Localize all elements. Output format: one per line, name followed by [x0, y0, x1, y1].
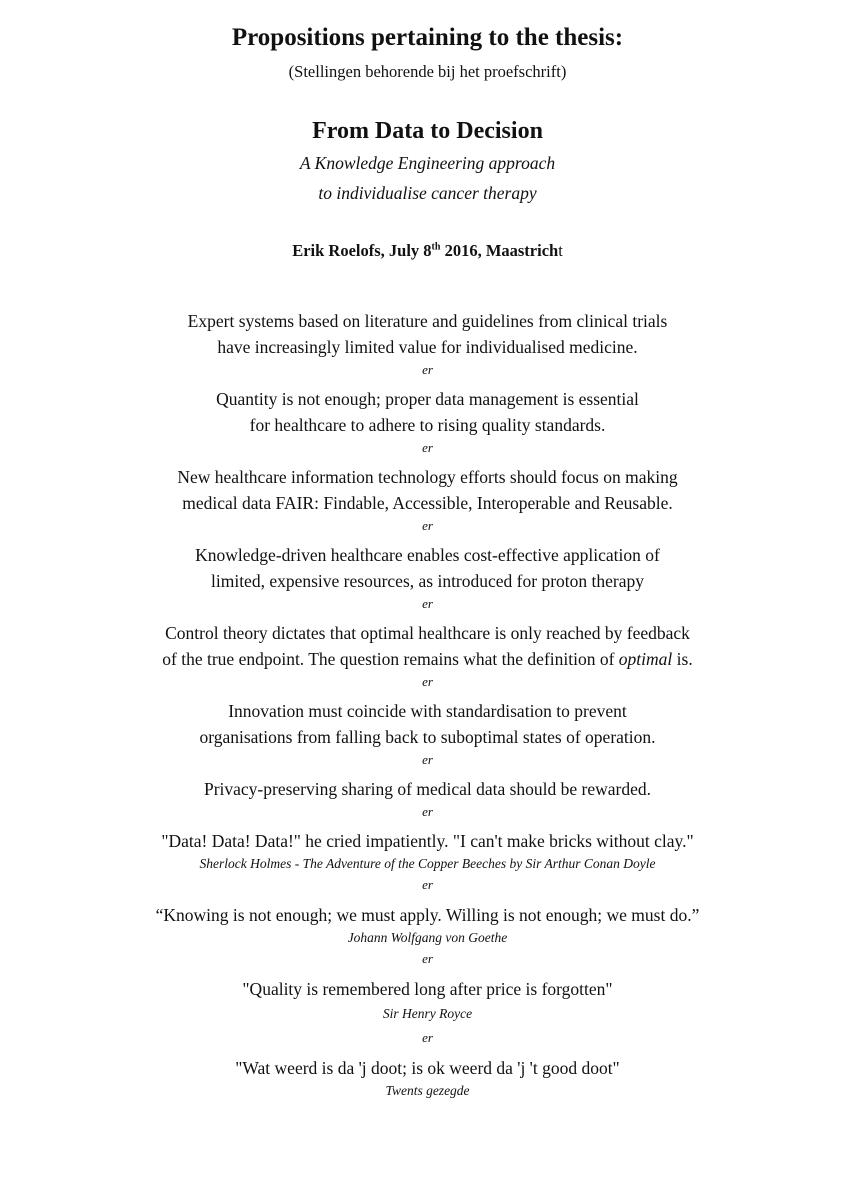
separator-ornament: er [422, 362, 433, 377]
author-last-char: t [558, 241, 563, 260]
proposition-4-line2: limited, expensive resources, as introduced for proton therapy [211, 571, 644, 591]
proposition-5-text-end: is. [672, 649, 693, 669]
quote-4-attribution: Twents gezegde [385, 1083, 470, 1098]
proposition-1-line1: Expert systems based on literature and guidelines from clinical trials [187, 311, 668, 331]
quote-4-text: "Wat weerd is da 'j doot; is ok weerd da 'j 't good doot" [235, 1058, 620, 1078]
thesis-title: From Data to Decision [312, 118, 543, 144]
proposition-2-line2: for healthcare to adhere to rising quality standards. [249, 415, 606, 435]
proposition-6-line2: organisations from falling back to suboptimal states of operation. [199, 727, 656, 747]
quote-1-text: "Data! Data! Data!" he cried impatiently. "I can't make bricks without clay." [161, 831, 694, 851]
page-subtitle: (Stellingen behorende bij het proefschrift) [288, 62, 567, 81]
ordinal-suffix: th [431, 241, 441, 253]
quote-3-text: "Quality is remembered long after price is forgotten" [242, 979, 613, 999]
proposition-5-line2 [0, 646, 855, 672]
proposition-3-line1: New healthcare information technology efforts should focus on making [177, 467, 678, 487]
quote-2-text: “Knowing is not enough; we must apply. Willing is not enough; we must do.” [155, 905, 700, 925]
proposition-1-line2: have increasingly limited value for individualised medicine. [217, 337, 638, 357]
separator-ornament: er [422, 518, 433, 533]
page-title: Propositions pertaining to the thesis: [231, 24, 624, 51]
proposition-5-emphasis: optimal [618, 649, 673, 669]
proposition-6-line1: Innovation must coincide with standardisation to prevent [228, 701, 627, 721]
proposition-3-line2: medical data FAIR: Findable, Accessible, Interoperable and Reusable. [182, 493, 673, 513]
author-line [0, 241, 855, 261]
author-text: Erik Roelofs, July 8 [292, 241, 432, 260]
proposition-7: Privacy-preserving sharing of medical data should be rewarded. [203, 779, 652, 799]
quote-2-attribution: Johann Wolfgang von Goethe [347, 930, 508, 945]
quote-1-attribution: Sherlock Holmes - The Adventure of the Copper Beeches by Sir Arthur Conan Doyle [199, 856, 656, 871]
proposition-4-line1: Knowledge-driven healthcare enables cost-effective application of [195, 545, 660, 565]
separator-ornament: er [422, 440, 433, 455]
separator-ornament: er [422, 804, 433, 819]
separator-ornament: er [422, 752, 433, 767]
separator-ornament: er [422, 877, 433, 892]
proposition-5-text: of the true endpoint. The question remains what the definition of [162, 649, 619, 669]
separator-ornament: er [422, 951, 433, 966]
separator-ornament: er [422, 1030, 433, 1045]
thesis-subtitle-line2: to individualise cancer therapy [318, 183, 537, 203]
proposition-2-line1: Quantity is not enough; proper data management is essential [216, 389, 639, 409]
author-date-place: 2016, Maastrich [440, 241, 559, 260]
proposition-5-line1: Control theory dictates that optimal healthcare is only reached by feedback [165, 623, 690, 643]
separator-ornament: er [422, 596, 433, 611]
separator-ornament: er [422, 674, 433, 689]
quote-3-attribution: Sir Henry Royce [382, 1006, 473, 1021]
thesis-subtitle-line1: A Knowledge Engineering approach [299, 153, 556, 173]
